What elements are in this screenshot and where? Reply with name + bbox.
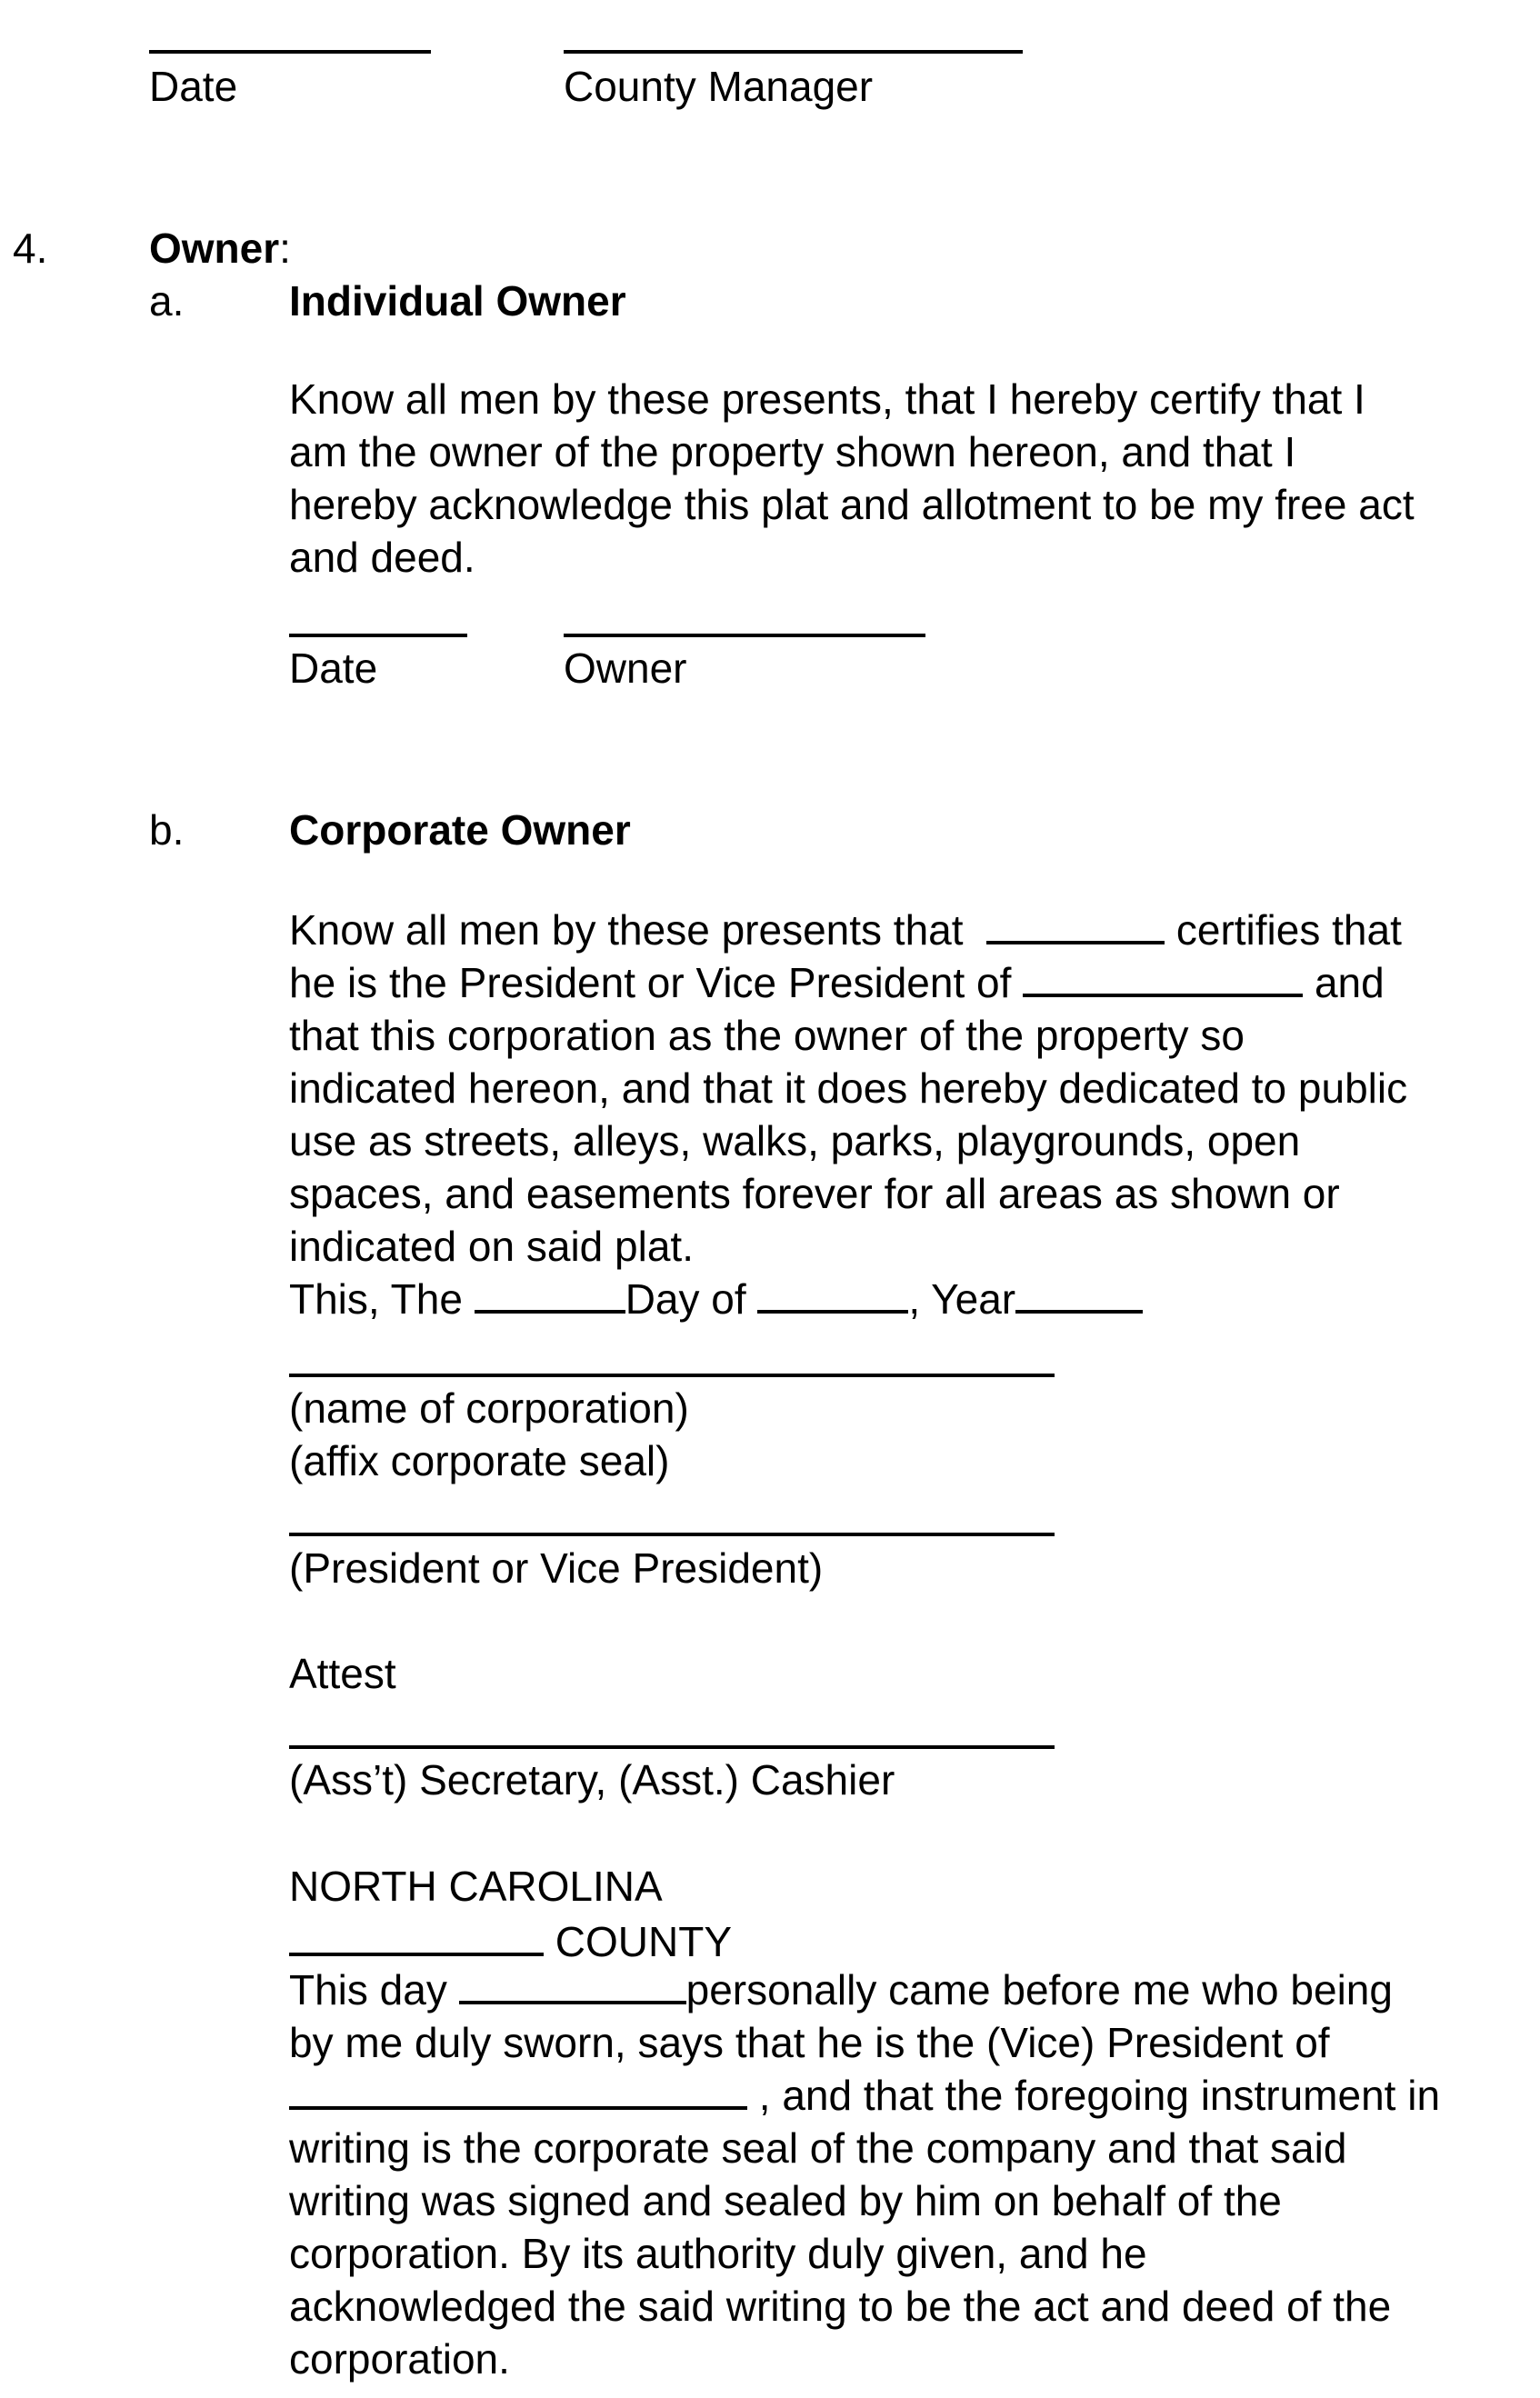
paragraph-line: that this corporation as the owner of the property so [289,1012,1245,1059]
paragraph-line: writing is the corporate seal of the company and that said [289,2124,1347,2172]
affix-seal-label: (affix corporate seal) [289,1437,670,1484]
individual-owner-paragraph [289,373,1536,584]
appearer-name-blank [459,1966,686,2004]
paragraph-line: hereby acknowledge this plat and allotment to be my free act [289,481,1415,528]
paragraph-line [289,904,1536,956]
this-day-text: This day [289,1966,447,2013]
foregoing-text: , and that the foregoing instrument in [758,2072,1441,2119]
corporate-owner-heading: Corporate Owner [289,806,631,854]
secretary-signature-line [289,1745,1055,1749]
corporation-text-a: he is the President or Vice President of [289,959,1012,1006]
corporate-owner-paragraph [289,904,1536,1325]
paragraph-line: indicated on said plat. [289,1223,694,1270]
county-manager-signature-line [564,50,1023,54]
date-fill-line [289,1273,1536,1325]
month-blank [757,1275,908,1314]
appeared-text: personally came before me who being [685,1966,1393,2013]
name-of-corporation-label: (name of corporation) [289,1384,689,1432]
paragraph-line: corporation. By its authority duly given, and he [289,2230,1147,2277]
paragraph-line: corporation. [289,2335,510,2383]
individual-owner-label: Owner [564,644,687,692]
corporation-name-blank [1023,959,1303,997]
company-name-blank [289,2072,747,2110]
paragraph-line: am the owner of the property shown hereon, and that I [289,428,1296,475]
paragraph-line: writing was signed and sealed by him on behalf of the [289,2177,1282,2224]
individual-date-label: Date [289,644,378,692]
section-title-text: Owner [149,225,280,272]
date-label: Date [149,63,238,110]
county-line [289,1918,732,1963]
year-blank [1015,1275,1143,1314]
subsection-a-letter: a. [149,277,185,325]
county-manager-label: County Manager [564,63,874,110]
paragraph-line: by me duly sworn, says that he is the (Vice) President of [289,2019,1330,2066]
secretary-label: (Ass’t) Secretary, (Asst.) Cashier [289,1756,895,1803]
this-the-text: This, The [289,1275,463,1323]
date-signature-line [149,50,431,54]
certifier-name-blank [986,906,1165,944]
paragraph-line [289,956,1536,1009]
county-name-blank [289,1918,544,1956]
individual-date-signature-line [289,634,467,637]
section-title [149,225,291,272]
county-label: COUNTY [555,1918,733,1965]
year-text: , Year [908,1275,1016,1323]
subsection-b-letter: b. [149,806,185,854]
paragraph-line: indicated hereon, and that it does hereby dedicated to public [289,1064,1408,1112]
paragraph-line: acknowledged the said writing to be the act and deed of the [289,2283,1392,2330]
paragraph-line: and deed. [289,534,475,581]
day-of-text: Day of [625,1275,746,1323]
individual-owner-heading: Individual Owner [289,277,626,325]
certifier-text-a: Know all men by these presents that [289,906,964,954]
paragraph-line: use as streets, alleys, walks, parks, playgrounds, open [289,1117,1301,1164]
individual-owner-signature-line [564,634,925,637]
paragraph-line [289,2069,1536,2122]
corporation-text-b: and [1314,959,1385,1006]
paragraph-line: Know all men by these presents, that I hereby certify that I [289,375,1365,423]
president-label: (President or Vice President) [289,1544,824,1592]
section-title-suffix: : [279,225,291,272]
attest-label: Attest [289,1650,396,1697]
acknowledgment-paragraph [289,1963,1536,2385]
corporation-name-line [289,1374,1055,1377]
paragraph-line: spaces, and easements forever for all areas as shown or [289,1170,1340,1217]
section-number: 4. [13,225,48,272]
paragraph-line [289,1963,1536,2016]
state-label: NORTH CAROLINA [289,1863,663,1910]
certifier-text-b: certifies that [1175,906,1402,954]
president-signature-line [289,1533,1055,1536]
day-blank [475,1275,625,1314]
